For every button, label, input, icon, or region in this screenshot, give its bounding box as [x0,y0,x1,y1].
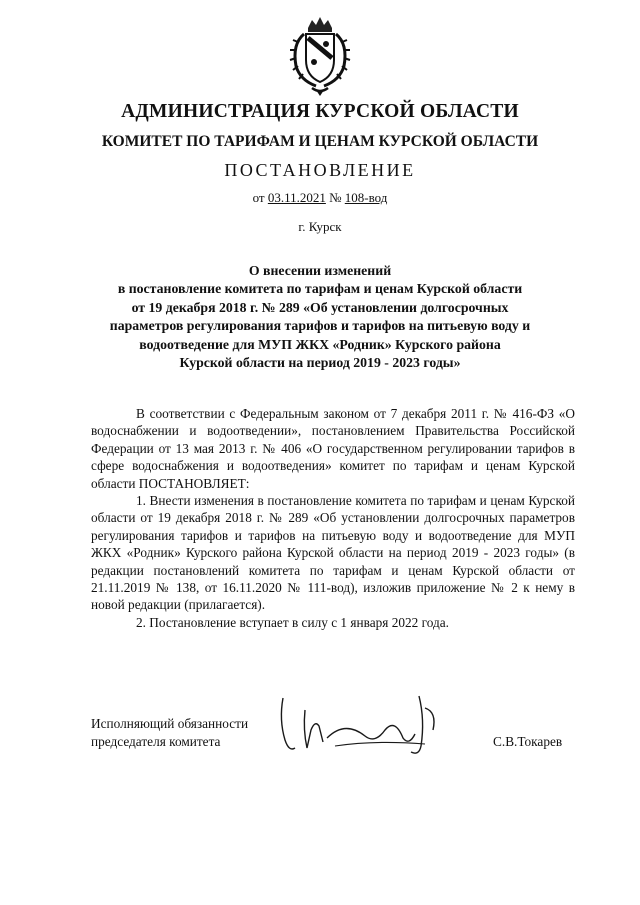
signatory-position [91,715,248,751]
item-2-paragraph: 2. Постановление вступает в силу с 1 января 2022 года. [136,614,450,630]
organization-title: АДМИНИСТРАЦИЯ КУРСКОЙ ОБЛАСТИ [121,101,519,122]
subject-line: водоотведение для МУП ЖКХ «Родник» Курского района [139,336,501,352]
preamble-paragraph: В соответствии с Федеральным законом от 7 декабря 2011 г. № 416-ФЗ «О водоснабжении и водоотведении», постановлением Правительства Российской Федерации от 13 мая 2013 г. № 406 «О государственном регулировании тарифов в сфере водоснабжения и водоотведения» комитет по тарифам и ценам Курской области ПОСТАНОВЛЯЕТ: [91,406,575,491]
document-number: 108-вод [344,190,388,205]
subject-line: от 19 декабря 2018 г. № 289 «Об установлении долгосрочных [131,299,509,315]
date-number-line [0,190,640,206]
position-line-2: председателя комитета [91,734,221,749]
handwritten-signature [275,690,450,760]
document-date: 03.11.2021 [267,190,326,205]
subject-line: в постановление комитета по тарифам и ценам Курской области [117,281,523,297]
subject-line: О внесении изменений [248,263,392,278]
subject-line: параметров регулирования тарифов и тарифов на питьевую воду и [109,318,531,334]
number-prefix: № [329,190,342,205]
signatory-name: С.В.Токарев [493,734,563,749]
coat-of-arms-emblem [286,14,354,98]
document-type: ПОСТАНОВЛЕНИЕ [224,160,416,180]
document-body [91,405,575,631]
document-subject [0,262,640,372]
item-1-paragraph: 1. Внести изменения в постановление комитета по тарифам и ценам Курской области от 19 декабря 2018 г. № 289 «Об установлении долгосрочных параметров регулирования тарифов и тарифов на питьевую воду и водоотведение для МУП ЖКХ «Родник» Курского района Курской области на период 2019 - 2023 годы» (в редакции постановлений комитета по тарифам и ценам Курской области от 21.11.2019 № 138, от 16.11.2020 № 111-вод), изложив приложение № 2 к нему в новой редакции (прилагается). [91,493,575,613]
date-prefix: от [252,190,265,205]
committee-title: КОМИТЕТ ПО ТАРИФАМ И ЦЕНАМ КУРСКОЙ ОБЛАСТИ [101,133,539,150]
position-line-1: Исполняющий обязанности [91,716,249,731]
subject-line: Курской области на период 2019 - 2023 годы» [179,355,461,371]
city: г. Курск [298,219,342,234]
